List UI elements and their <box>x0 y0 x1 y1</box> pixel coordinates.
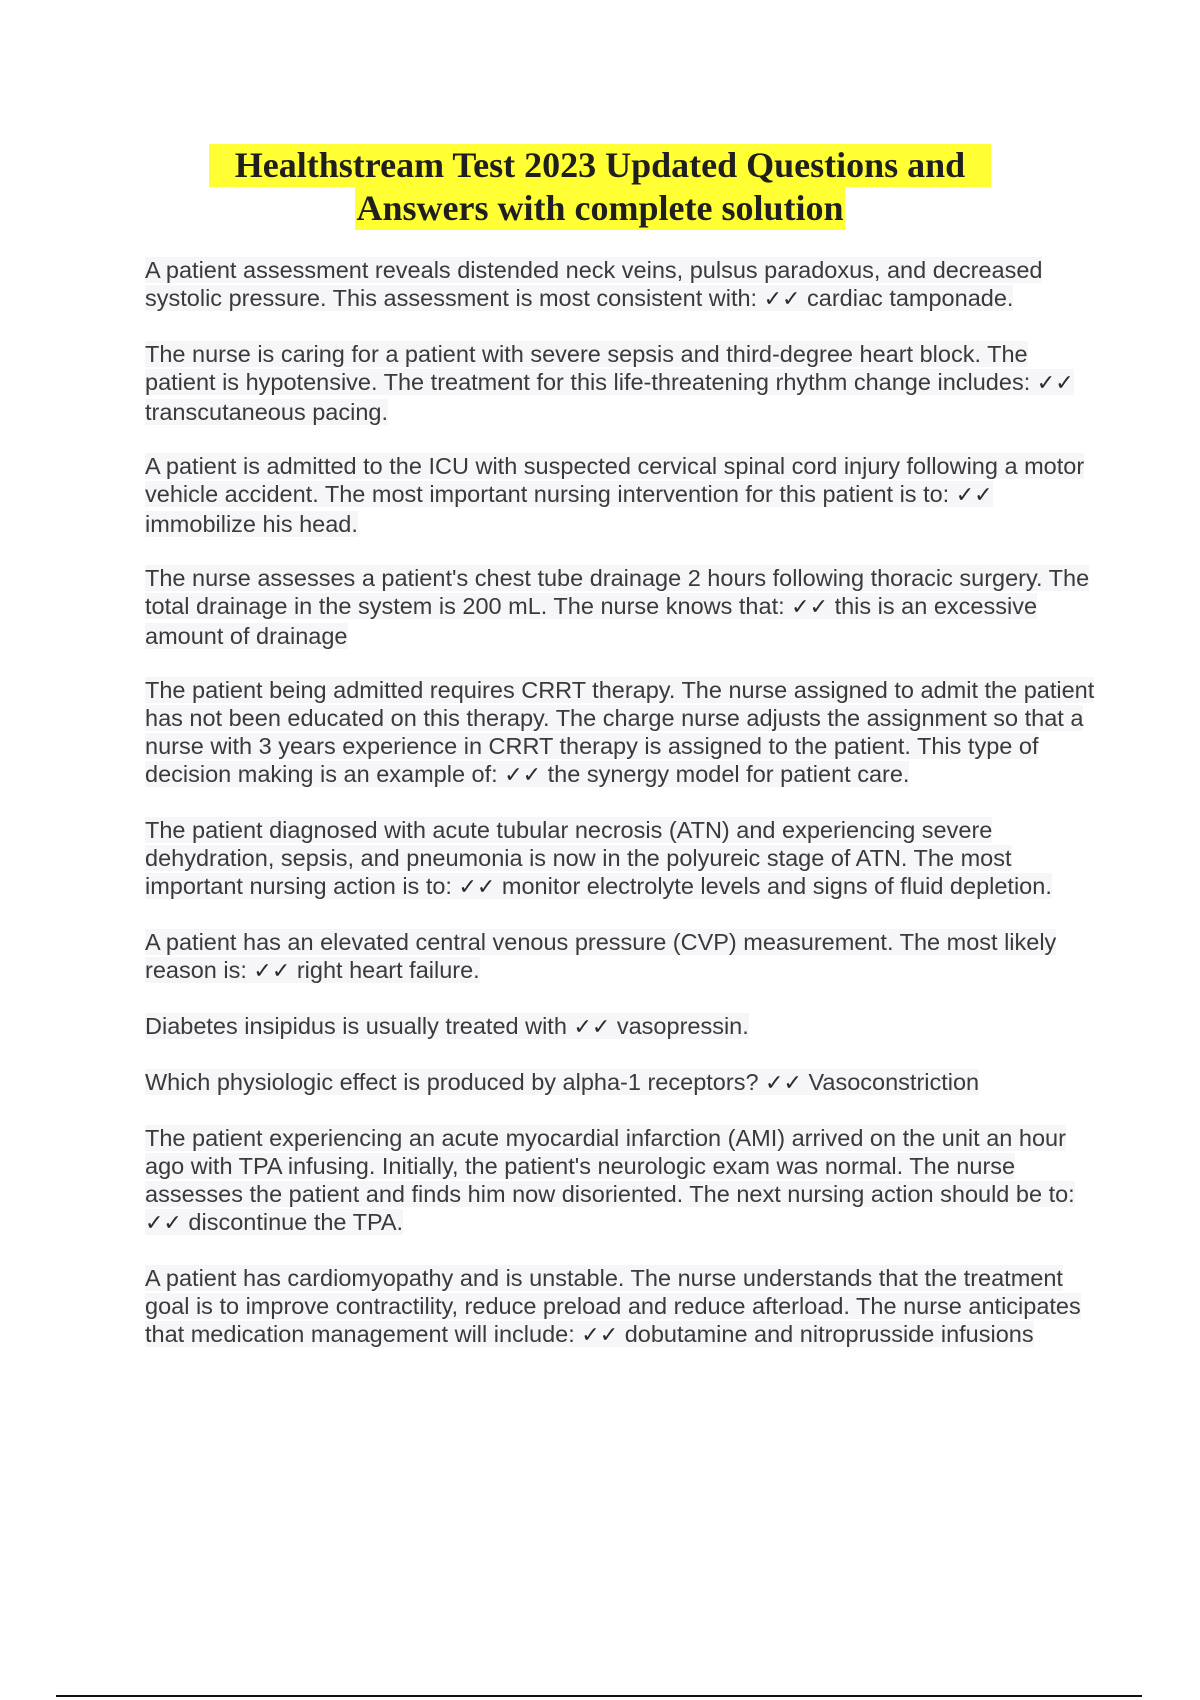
question-text: The nurse is caring for a patient with severe sepsis and third-degree heart block. The patient is hypotensive. The treatment for this life-threatening rhythm change includes: <box>145 341 1031 395</box>
question-text: The nurse assesses a patient's chest tube drainage 2 hours following thoracic surgery. The total drainage in the system is 200 mL. The nurse knows that: <box>145 565 1090 619</box>
double-check-icon: ✓✓ <box>765 1071 802 1096</box>
qa-item <box>145 452 1095 538</box>
double-check-icon: ✓✓ <box>763 287 801 312</box>
qa-item <box>145 816 1095 902</box>
double-check-icon: ✓✓ <box>955 483 993 508</box>
qa-item <box>145 1012 1095 1042</box>
question-text: A patient has cardiomyopathy and is unstable. The nurse understands that the treatment goal is to improve contractility, reduce preload and reduce afterload. The nurse anticipates that medication management will include: <box>145 1265 1081 1347</box>
answer-text: this is an excessive amount of drainage <box>145 593 1038 649</box>
question-text: Which physiologic effect is produced by alpha-1 receptors? <box>145 1069 759 1095</box>
qa-item <box>145 340 1095 426</box>
qa-item <box>145 1124 1095 1238</box>
double-check-icon: ✓✓ <box>458 875 496 900</box>
double-check-icon: ✓✓ <box>581 1323 619 1348</box>
answer-text: immobilize his head. <box>145 511 358 537</box>
answer-text: dobutamine and nitroprusside infusions <box>624 1321 1034 1347</box>
question-text: A patient assessment reveals distended neck veins, pulsus paradoxus, and decreased systolic pressure. This assessment is most consistent with: <box>145 257 1043 311</box>
double-check-icon: ✓✓ <box>504 763 542 788</box>
double-check-icon: ✓✓ <box>253 959 291 984</box>
double-check-icon: ✓✓ <box>1036 371 1074 396</box>
qa-item <box>145 564 1095 650</box>
answer-text: discontinue the TPA. <box>188 1209 404 1235</box>
qa-item <box>145 676 1095 790</box>
question-text: The patient experiencing an acute myocardial infarction (AMI) arrived on the unit an hour ago with TPA infusing. Initially, the patient's neurologic exam was normal. The nurse assesses the patient and finds him now disoriented. The next nursing action should be to: <box>145 1125 1075 1207</box>
question-text: The patient diagnosed with acute tubular necrosis (ATN) and experiencing severe dehydration, sepsis, and pneumonia is now in the polyureic stage of ATN. The most important nursing action is to: <box>145 817 1012 899</box>
double-check-icon: ✓✓ <box>791 595 829 620</box>
answer-text: cardiac tamponade. <box>807 285 1014 311</box>
qa-list <box>145 256 1095 1376</box>
qa-item <box>145 256 1095 314</box>
question-text: Diabetes insipidus is usually treated with <box>145 1013 567 1039</box>
title-line-1: Healthstream Test 2023 Updated Questions and <box>209 144 991 187</box>
qa-item <box>145 1264 1095 1350</box>
answer-text: monitor electrolyte levels and signs of fluid depletion. <box>501 873 1052 899</box>
answer-text: Vasoconstriction <box>808 1069 980 1095</box>
qa-item <box>145 1068 1095 1098</box>
title-line-2: Answers with complete solution <box>356 188 844 228</box>
footer-divider <box>56 1695 1142 1697</box>
double-check-icon: ✓✓ <box>573 1015 611 1040</box>
answer-text: the synergy model for patient care. <box>547 761 910 787</box>
double-check-icon: ✓✓ <box>145 1211 182 1236</box>
answer-text: transcutaneous pacing. <box>145 399 388 425</box>
question-text-continued: decision making is an example of: <box>145 761 498 787</box>
qa-item <box>145 928 1095 986</box>
answer-text: vasopressin. <box>616 1013 749 1039</box>
document-title <box>0 144 1200 230</box>
question-text: A patient has an elevated central venous pressure (CVP) measurement. The most likely reason is: <box>145 929 1057 983</box>
question-text: A patient is admitted to the ICU with suspected cervical spinal cord injury following a motor vehicle accident. The most important nursing intervention for this patient is to: <box>145 453 1085 507</box>
answer-text: right heart failure. <box>296 957 480 983</box>
question-text: The patient being admitted requires CRRT therapy. The nurse assigned to admit the patient has not been educated on this therapy. The charge nurse adjusts the assignment so that a nurse with 3 years experience in CRRT therapy is assigned to the patient. This type of <box>145 677 1095 759</box>
